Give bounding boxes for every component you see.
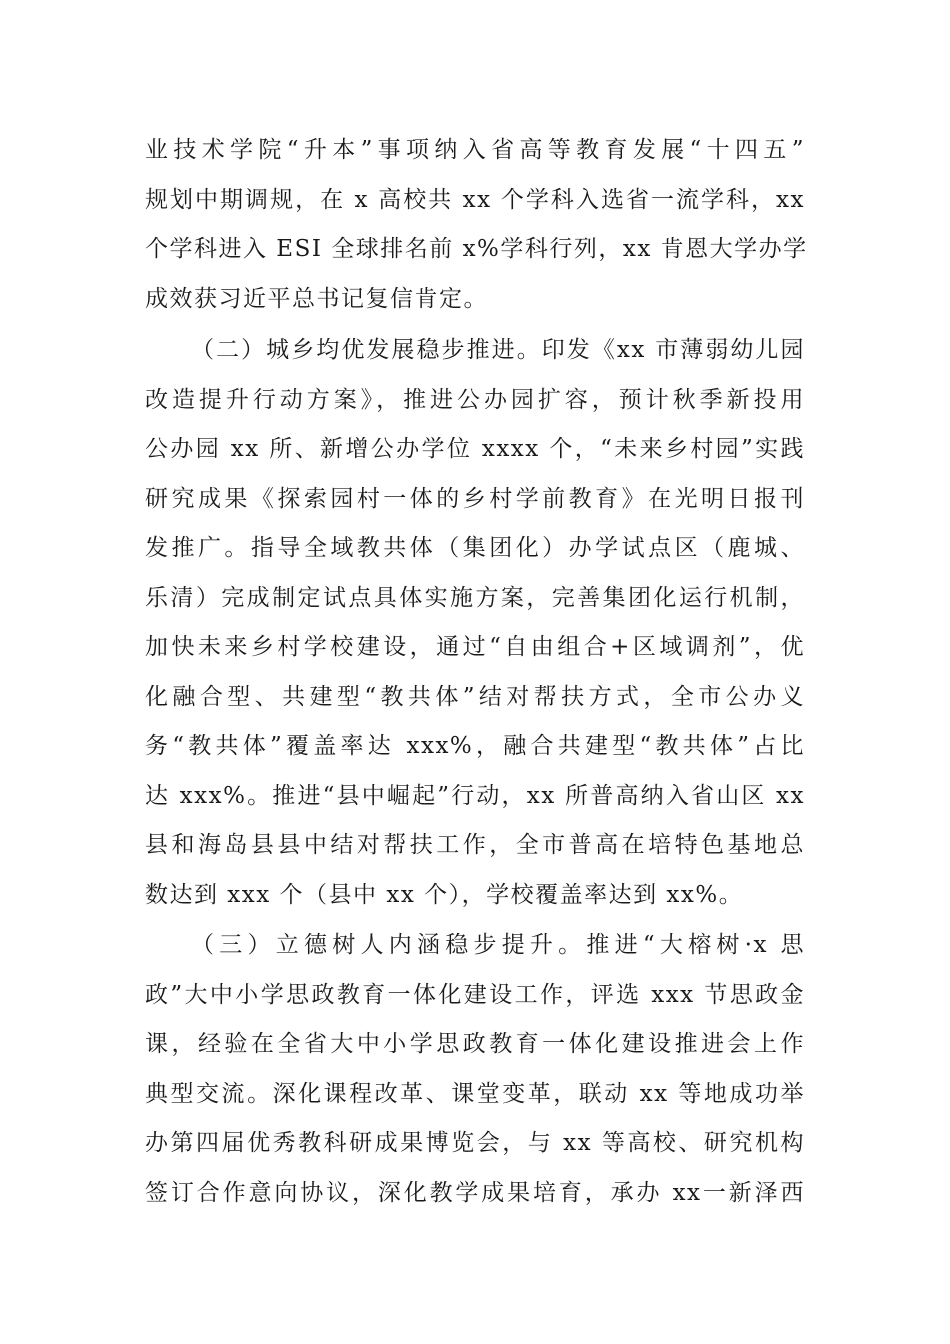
paragraph-line: 化融合型、共建型“教共体”结对帮扶方式，全市公办义 <box>145 683 805 710</box>
paragraph-line: 达 xxx%。推进“县中崛起”行动，xx 所普高纳入省山区 xx <box>145 782 805 809</box>
paragraph-line: 签订合作意向协议，深化教学成果培育，承办 xx一新泽西 <box>145 1179 805 1206</box>
paragraph-line: 业技术学院“升本”事项纳入省高等教育发展“十四五” <box>145 137 805 163</box>
paragraph-line: 规划中期调规，在 x 高校共 xx 个学科入选省一流学科，xx <box>145 186 805 213</box>
paragraph-line: 公办园 xx 所、新增公办学位 xxxx 个，“未来乡村园”实践 <box>145 436 805 462</box>
paragraph-line: 个学科进入 ESI 全球排名前 x%学科行列，xx 肯恩大学办学 <box>145 236 808 262</box>
section-heading-line: （三）立德树人内涵稳步提升。推进“大榕树·x 思 <box>191 932 805 958</box>
paragraph-line: 数达到 xxx 个（县中 xx 个），学校覆盖率达到 xx%。 <box>145 881 744 908</box>
paragraph-continuation <box>145 126 808 324</box>
paragraph-line: 政”大中小学思政教育一体化建设工作，评选 xxx 节思政金 <box>145 981 805 1008</box>
paragraph-line: 改造提升行动方案》，推进公办园扩容，预计秋季新投用 <box>145 386 805 413</box>
paragraph-line: 课，经验在全省大中小学思政教育一体化建设推进会上作 <box>145 1031 805 1057</box>
paragraph-line: 县和海岛县县中结对帮扶工作，全市普高在培特色基地总 <box>145 832 805 858</box>
paragraph-line: 乐清）完成制定试点具体实施方案，完善集团化运行机制， <box>145 584 805 611</box>
paragraph-line: 务“教共体”覆盖率达 xxx%，融合共建型“教共体”占比 <box>145 733 805 759</box>
section-heading-line: （二）城乡均优发展稳步推进。印发《xx 市薄弱幼儿园 <box>191 337 805 363</box>
paragraph-line: 办第四届优秀教科研成果博览会，与 xx 等高校、研究机构 <box>145 1130 805 1156</box>
paragraph-line: 研究成果《探索园村一体的乡村学前教育》在光明日报刊 <box>145 485 805 512</box>
paragraph-line: 典型交流。深化课程改革、课堂变革，联动 xx 等地成功举 <box>145 1080 805 1107</box>
paragraph-section-three <box>145 921 805 1218</box>
paragraph-line: 加快未来乡村学校建设，通过“自由组合+区域调剂”，优 <box>145 634 805 660</box>
paragraph-line: 发推广。指导全域教共体（集团化）办学试点区（鹿城、 <box>145 535 805 561</box>
paragraph-section-two <box>145 326 805 920</box>
paragraph-line: 成效获习近平总书记复信肯定。 <box>145 285 488 312</box>
